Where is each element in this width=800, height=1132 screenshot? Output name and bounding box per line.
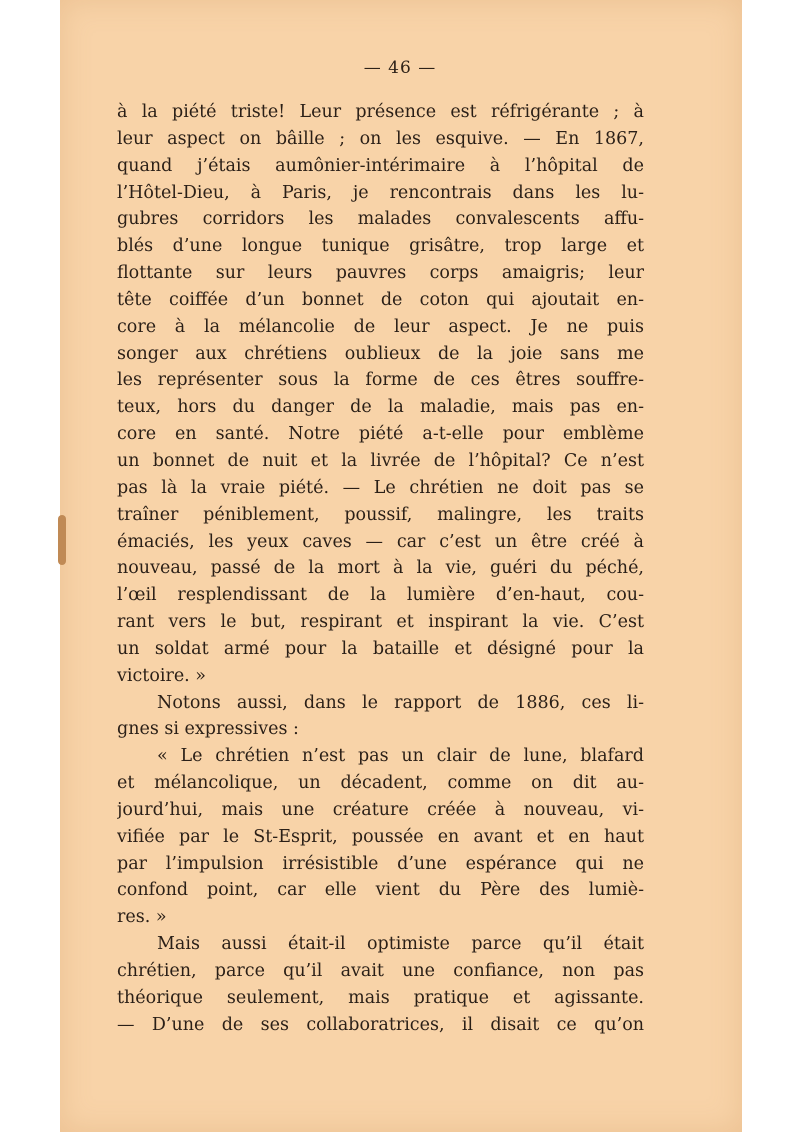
text-line: rant vers le but, respirant et inspirant la vie. C’est bbox=[117, 612, 644, 633]
text-line: pas là la vraie piété. — Le chrétien ne doit pas se bbox=[117, 477, 644, 498]
text-line: — D’une de ses collaboratrices, il disait ce qu’on bbox=[117, 1014, 644, 1035]
text-line: un soldat armé pour la bataille et désigné pour la bbox=[117, 638, 644, 659]
text-line: vifiée par le St-Esprit, poussée en avant et en haut bbox=[117, 826, 644, 847]
page-binding-edge bbox=[58, 515, 66, 565]
text-line: traîner péniblement, poussif, malingre, les traits bbox=[117, 504, 644, 525]
text-line: quand j’étais aumônier-intérimaire à l’hôpital de bbox=[117, 155, 644, 176]
text-line: jourd’hui, mais une créature créée à nouveau, vi- bbox=[117, 799, 644, 820]
text-line: à la piété triste! Leur présence est réfrigérante ; à bbox=[117, 102, 644, 122]
text-line: gubres corridors les malades convalescents affu- bbox=[117, 209, 644, 230]
text-line: Notons aussi, dans le rapport de 1886, ces li- bbox=[157, 692, 644, 713]
text-line: res. » bbox=[117, 907, 167, 928]
text-line: flottante sur leurs pauvres corps amaigris; leur bbox=[117, 263, 644, 284]
text-line: gnes si expressives : bbox=[117, 719, 299, 740]
text-line: un bonnet de nuit et la livrée de l’hôpital? Ce n’est bbox=[117, 450, 644, 471]
text-line: l’Hôtel-Dieu, à Paris, je rencontrais dans les lu- bbox=[117, 182, 644, 203]
text-line: victoire. » bbox=[117, 665, 207, 686]
text-line: nouveau, passé de la mort à la vie, guéri du péché, bbox=[117, 558, 644, 579]
text-line: l’œil resplendissant de la lumière d’en-haut, cou- bbox=[117, 585, 644, 606]
text-line: core à la mélancolie de leur aspect. Je ne puis bbox=[117, 316, 644, 337]
text-line: teux, hors du danger de la maladie, mais pas en- bbox=[117, 397, 644, 418]
text-line: « Le chrétien n’est pas un clair de lune, blafard bbox=[157, 746, 644, 767]
text-line: et mélancolique, un décadent, comme on dit au- bbox=[117, 773, 644, 794]
text-line: core en santé. Notre piété a-t-elle pour emblème bbox=[117, 424, 644, 445]
text-line: par l’impulsion irrésistible d’une espérance qui ne bbox=[117, 853, 644, 874]
text-line: leur aspect on bâille ; on les esquive. — En 1867, bbox=[117, 128, 644, 149]
text-line: confond point, car elle vient du Père des lumiè- bbox=[117, 880, 644, 901]
body-text bbox=[117, 99, 644, 1039]
text-line: Mais aussi était-il optimiste parce qu’il était bbox=[157, 934, 644, 955]
text-line: les représenter sous la forme de ces êtres souffre- bbox=[117, 370, 644, 391]
text-line: songer aux chrétiens oublieux de la joie sans me bbox=[117, 343, 644, 364]
text-line: tête coiffée d’un bonnet de coton qui ajoutait en- bbox=[117, 289, 644, 310]
text-line: théorique seulement, mais pratique et agissante. bbox=[117, 987, 644, 1008]
page-number: — 46 — bbox=[363, 58, 437, 78]
text-line: blés d’une longue tunique grisâtre, trop large et bbox=[117, 236, 644, 257]
text-line: chrétien, parce qu’il avait une confiance, non pas bbox=[117, 961, 644, 981]
text-line: émaciés, les yeux caves — car c’est un être créé à bbox=[117, 531, 644, 552]
